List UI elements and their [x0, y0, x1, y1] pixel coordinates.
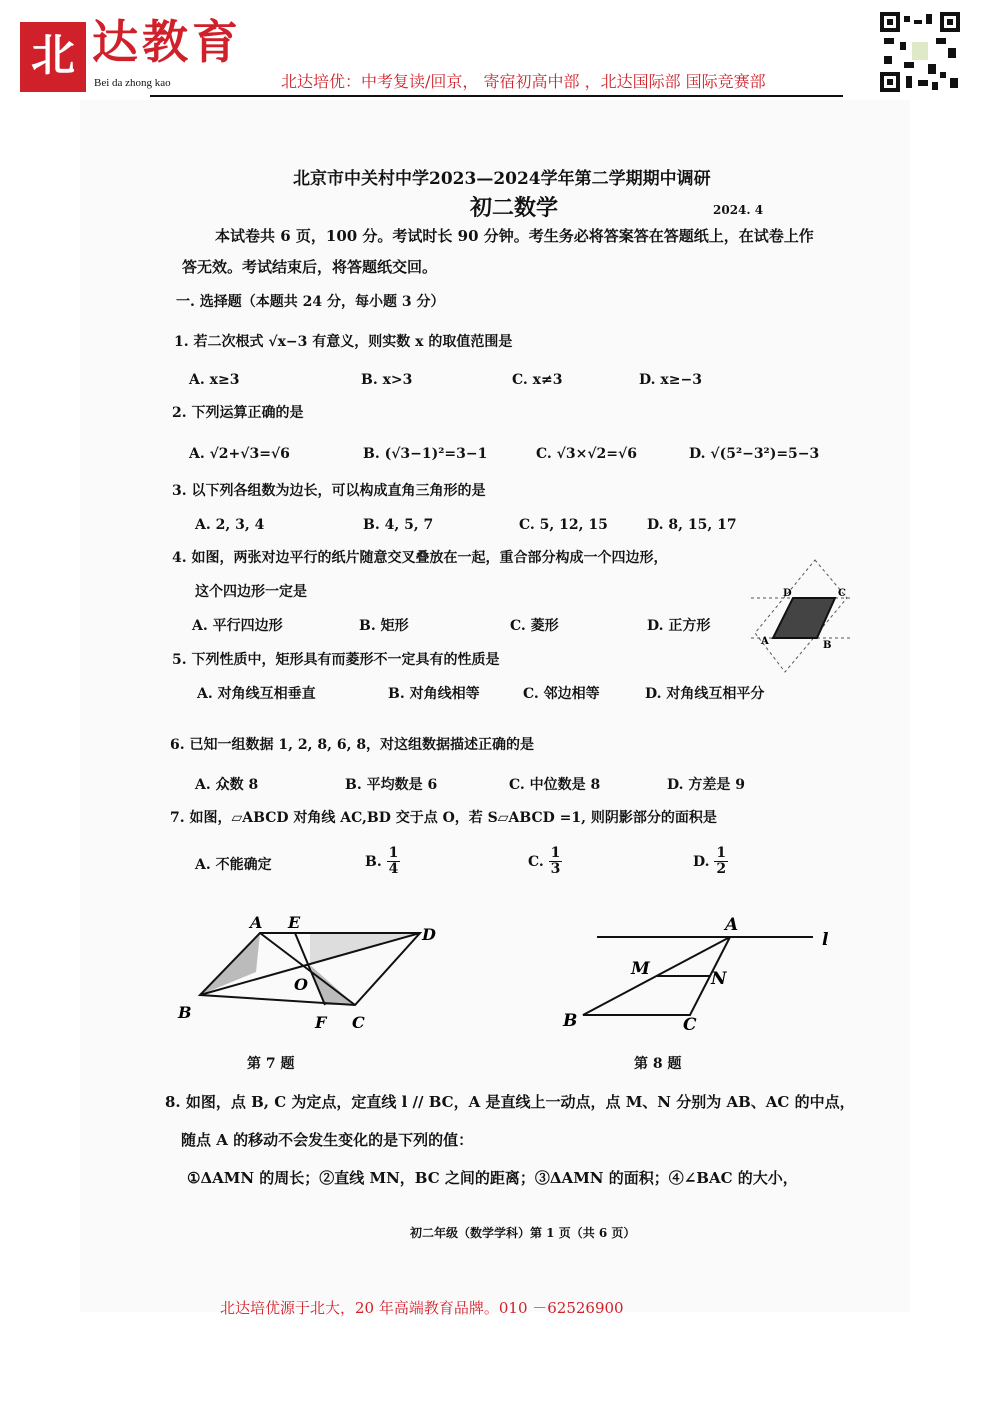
- exam-subject: 初二数学: [470, 195, 559, 221]
- q4-shaded-quadrilateral: [773, 598, 835, 638]
- q7-option-a: A. 不能确定: [195, 857, 272, 873]
- logo-mark: 北: [20, 22, 86, 92]
- fig7-label-e: E: [288, 913, 301, 932]
- question-8-stem-line2: 随点 A 的移动不会发生变化的是下列的值：: [181, 1131, 474, 1149]
- q7-option-c: C. $\frac{1}{3}$: [528, 845, 561, 878]
- fig7-label-c: C: [352, 1013, 365, 1032]
- exam-date: 2024. 4: [713, 203, 764, 217]
- figure-7-parallelogram: [170, 910, 450, 1040]
- fig8-label-n: N: [711, 969, 727, 989]
- question-7-stem: 7. 如图，▱ABCD 对角线 AC,BD 交于点 O，若 S▱ABCD =1, 则阴影部分的面积是: [170, 810, 717, 826]
- q4-label-b: B: [823, 640, 832, 651]
- q4-label-a: A: [761, 636, 769, 647]
- q6-option-c: C. 中位数是 8: [509, 777, 601, 793]
- q1-option-c: C. x≠3: [512, 372, 563, 388]
- question-2-stem: 2. 下列运算正确的是: [172, 405, 304, 421]
- question-5-stem: 5. 下列性质中，矩形具有而菱形不一定具有的性质是: [172, 652, 500, 668]
- q1-option-d: D. x≥−3: [639, 372, 702, 388]
- fig8-label-l: l: [822, 930, 829, 950]
- q5-option-a: A. 对角线互相垂直: [197, 686, 316, 702]
- header-divider: [150, 95, 843, 97]
- q3-option-a: A. 2, 3, 4: [195, 517, 265, 533]
- question-8-stem-line3: ①ΔAMN 的周长；②直线 MN，BC 之间的距离；③ΔAMN 的面积；④∠BAC 的大小，: [187, 1169, 798, 1187]
- logo-subtitle: Bei da zhong kao: [94, 77, 171, 89]
- question-3-stem: 3. 以下列各组数为边长，可以构成直角三角形的是: [172, 483, 486, 499]
- question-4-stem-line2: 这个四边形一定是: [195, 584, 307, 600]
- qr-code-icon: [880, 12, 960, 92]
- q6-option-b: B. 平均数是 6: [345, 777, 438, 793]
- q3-option-b: B. 4, 5, 7: [363, 517, 434, 533]
- figure-7-caption: 第 7 题: [247, 1056, 295, 1072]
- q5-option-b: B. 对角线相等: [388, 686, 480, 702]
- question-4-stem: 4. 如图，两张对边平行的纸片随意交叉叠放在一起，重合部分构成一个四边形，: [172, 550, 668, 566]
- q2-option-a: A. √2+√3=√6: [189, 446, 290, 462]
- q2-option-d: D. √(5²−3²)=5−3: [689, 446, 820, 462]
- section-heading: 一. 选择题（本题共 24 分，每小题 3 分）: [176, 294, 445, 310]
- fig7-label-o: O: [294, 975, 308, 994]
- ad-footer: 北达培优源于北大，20 年高端教育品牌。010 －62526900: [220, 1299, 624, 1317]
- fig7-label-f: F: [315, 1013, 327, 1032]
- exam-intro-line2: 答无效。考试结束后，将答题纸交回。: [182, 258, 438, 276]
- q4-figure-overlapping-strips: [745, 558, 857, 674]
- q7-option-d: D. $\frac{1}{2}$: [693, 845, 727, 878]
- q5-option-c: C. 邻边相等: [523, 686, 600, 702]
- q2-option-b: B. (√3−1)²=3−1: [363, 446, 488, 462]
- q6-option-d: D. 方差是 9: [667, 777, 746, 793]
- figure-8-caption: 第 8 题: [634, 1056, 682, 1072]
- q4-option-a: A. 平行四边形: [192, 618, 283, 634]
- fig7-label-b: B: [178, 1003, 192, 1022]
- q4-option-d: D. 正方形: [647, 618, 711, 634]
- q7-option-b: B. $\frac{1}{4}$: [365, 845, 399, 878]
- q2-option-c: C. √3×√2=√6: [536, 446, 637, 462]
- fig8-label-c: C: [683, 1015, 697, 1035]
- q4-option-c: C. 菱形: [510, 618, 559, 634]
- question-1-stem: 1. 若二次根式 √x−3 有意义，则实数 x 的取值范围是: [174, 334, 513, 350]
- fig7-label-a: A: [250, 913, 263, 932]
- exam-intro-line1: 本试卷共 6 页，100 分。考试时长 90 分钟。考生务必将答案答在答题纸上，在试卷上作: [215, 227, 814, 245]
- fig7-label-d: D: [422, 925, 436, 944]
- q1-option-b: B. x>3: [361, 372, 413, 388]
- question-6-stem: 6. 已知一组数据 1, 2, 8, 6, 8，对这组数据描述正确的是: [170, 737, 535, 753]
- fig8-label-a: A: [725, 915, 739, 935]
- q4-label-d: D: [783, 588, 792, 599]
- logo-text: 达教育: [92, 16, 242, 68]
- header-slogan: 北达培优：中考复读/回京， 寄宿初高中部 ，北达国际部 国际竞赛部: [281, 72, 766, 91]
- q4-option-b: B. 矩形: [359, 618, 409, 634]
- figure-8-triangle: [555, 910, 845, 1040]
- fig8-label-m: M: [631, 959, 650, 979]
- q1-option-a: A. x≥3: [189, 372, 240, 388]
- q3-option-c: C. 5, 12, 15: [519, 517, 608, 533]
- q6-option-a: A. 众数 8: [195, 777, 259, 793]
- question-8-stem: 8. 如图，点 B, C 为定点，定直线 l // BC，A 是直线上一动点，点 M、N 分别为 AB、AC 的中点，: [165, 1093, 855, 1111]
- q3-option-d: D. 8, 15, 17: [647, 517, 737, 533]
- exam-title: 北京市中关村中学2023—2024学年第二学期期中调研: [293, 169, 711, 189]
- q5-option-d: D. 对角线互相平分: [645, 686, 765, 702]
- fig8-label-b: B: [563, 1011, 578, 1031]
- page-footer: 初二年级（数学学科）第 1 页（共 6 页）: [410, 1226, 636, 1240]
- q4-label-c: C: [838, 588, 846, 599]
